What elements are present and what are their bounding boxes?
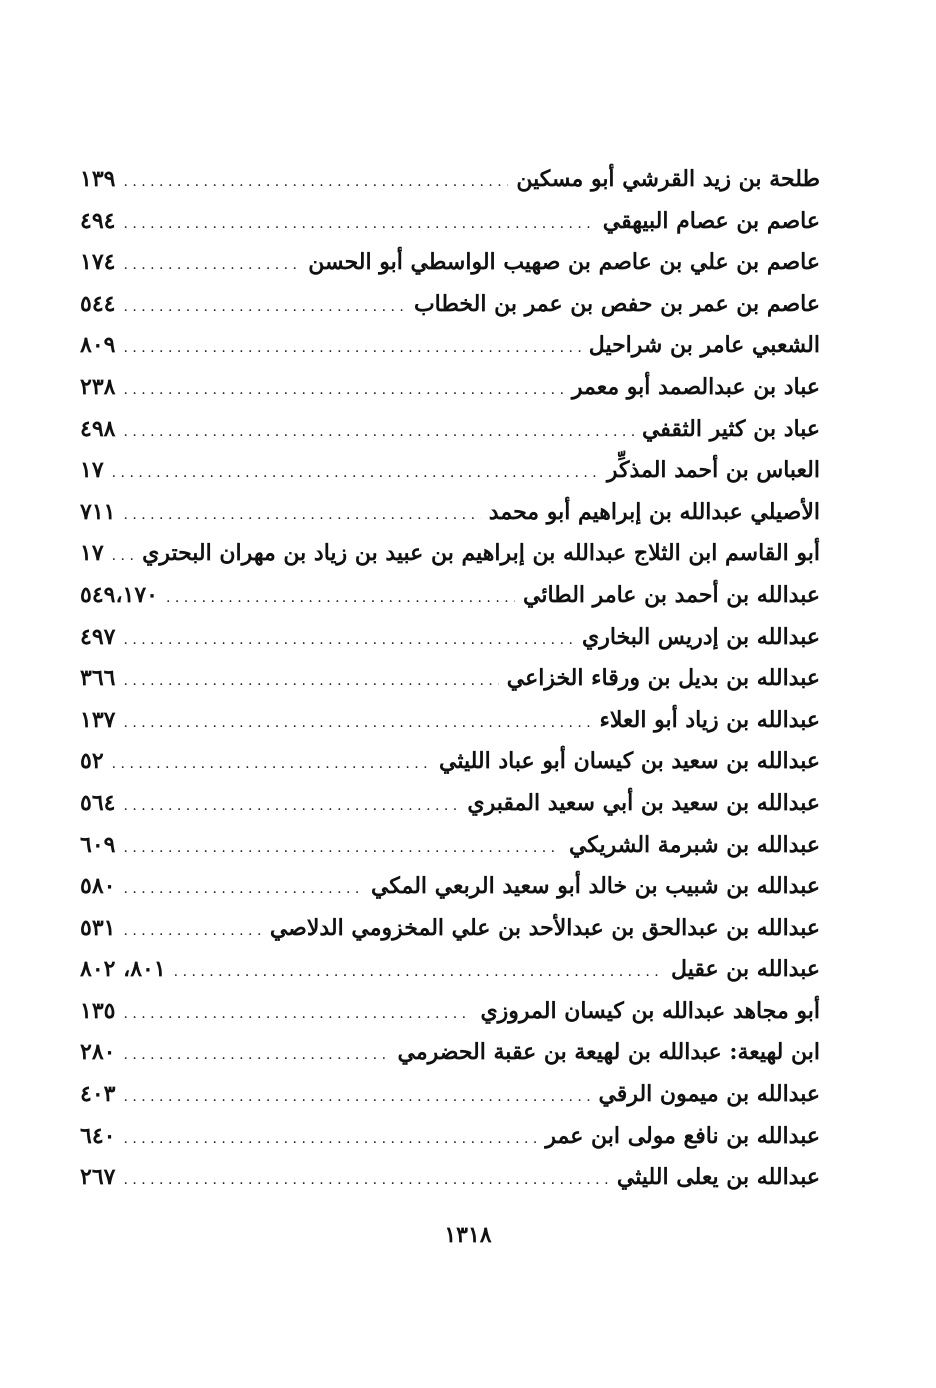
page-number: ١٣١٨: [444, 1222, 492, 1248]
index-entry: [80, 873, 820, 915]
entry-page-ref: ٤٩٧: [80, 623, 116, 650]
dot-leader: [123, 257, 300, 273]
index-entry: [80, 208, 820, 250]
dot-leader: [123, 840, 561, 856]
dot-leader: [123, 923, 261, 939]
index-entry: [80, 249, 820, 291]
entry-name: الشعبي عامر بن شراحيل: [588, 332, 820, 359]
entry-name: عبدالله بن سعيد بن كيسان أبو عباد الليثي: [439, 748, 820, 775]
entry-name: طلحة بن زيد القرشي أبو مسكين: [516, 166, 820, 192]
entry-page-ref: ١٣٧: [80, 706, 116, 733]
index-entry: [80, 332, 820, 374]
dot-leader: [123, 1047, 389, 1063]
entry-page-ref: ١٣٩: [80, 166, 116, 192]
entry-page-ref: ٥٣١: [80, 914, 116, 941]
index-entry: [80, 457, 820, 499]
dot-leader: [123, 715, 591, 731]
entry-name: عبدالله بن سعيد بن أبي سعيد المقبري: [467, 789, 820, 816]
entry-page-ref: ٦٤٠: [80, 1122, 116, 1149]
entry-page-ref: ٣٦٦: [80, 665, 116, 692]
entry-name: أبو مجاهد عبدالله بن كيسان المروزي: [480, 997, 820, 1024]
entry-page-ref: ٥٢: [80, 748, 104, 775]
index-entry: [80, 915, 820, 957]
entry-page-ref: ٧١١: [80, 498, 116, 525]
index-entry: [80, 748, 820, 790]
entry-name: أبو القاسم ابن الثلاج عبدالله بن إبراهيم بن عبيد بن زياد بن مهران البحتري: [142, 540, 820, 567]
index-entry: [80, 1081, 820, 1123]
entry-page-ref: ٨٠٩: [80, 332, 116, 359]
index-entry: [80, 582, 820, 624]
dot-leader: [112, 548, 134, 564]
entry-name: عبدالله بن يعلى الليثي: [616, 1164, 820, 1191]
entry-page-ref: ١٧: [80, 457, 104, 484]
entry-page-ref: ٥٤٩،١٧٠: [80, 581, 158, 608]
entry-page-ref: ١٧٤: [80, 249, 116, 276]
dot-leader: [123, 1089, 590, 1105]
entry-name: عبدالله بن شبرمة الشريكي: [568, 831, 820, 858]
entry-name: ابن لهيعة: عبدالله بن لهيعة بن عقبة الحضرمي: [397, 1039, 820, 1066]
entry-name: عبدالله بن عبدالحق بن عبدالأحد بن علي المخزومي الدلاصي: [269, 914, 820, 941]
entry-name: عبدالله بن شبيب بن خالد أبو سعيد الربعي المكي: [371, 873, 820, 900]
entry-name: عاصم بن عصام البيهقي: [602, 207, 820, 234]
index-entry: [80, 956, 820, 998]
entry-page-ref: ٢٨٠: [80, 1039, 116, 1066]
index-entry: [80, 998, 820, 1040]
dot-leader: [123, 632, 574, 648]
index-entry: [80, 1039, 820, 1081]
index-entry: [80, 1123, 820, 1165]
index-entry: [80, 416, 820, 458]
name-index-list: [80, 166, 820, 1206]
entry-name: عبدالله بن عقيل: [671, 956, 820, 983]
index-entry: [80, 832, 820, 874]
index-entry: [80, 374, 820, 416]
entry-name: عبدالله بن إدريس البخاري: [582, 623, 820, 650]
index-entry: [80, 291, 820, 333]
entry-name: الأصيلي عبدالله بن إبراهيم أبو محمد: [488, 498, 820, 525]
entry-name: عاصم بن علي بن عاصم بن صهيب الواسطي أبو الحسن: [308, 249, 820, 276]
entry-page-ref: ٤٠٣: [80, 1081, 116, 1108]
index-entry: [80, 499, 820, 541]
entry-page-ref: ٢٦٧: [80, 1164, 116, 1191]
entry-page-ref: ٥٤٤: [80, 290, 116, 317]
entry-name: عبدالله بن نافع مولى ابن عمر: [545, 1122, 820, 1149]
index-entry: [80, 707, 820, 749]
entry-page-ref: ٨٠١، ٨٠٢: [80, 956, 166, 983]
index-entry: [80, 665, 820, 707]
entry-page-ref: ٤٩٤: [80, 207, 116, 234]
dot-leader: [123, 299, 406, 315]
index-entry: [80, 166, 820, 208]
dot-leader: [123, 1006, 472, 1022]
entry-name: عباد بن عبدالصمد أبو معمر: [571, 373, 820, 400]
entry-page-ref: ٥٨٠: [80, 873, 116, 900]
entry-page-ref: ١٧: [80, 540, 104, 567]
entry-page-ref: ٢٣٨: [80, 373, 116, 400]
entry-name: العباس بن أحمد المذكِّر: [606, 457, 820, 484]
dot-leader: [123, 673, 498, 689]
dot-leader: [123, 382, 563, 398]
dot-leader: [123, 1172, 608, 1188]
index-entry: [80, 790, 820, 832]
dot-leader: [123, 174, 508, 190]
entry-page-ref: ٤٩٨: [80, 415, 116, 442]
index-entry: [80, 624, 820, 666]
dot-leader: [112, 465, 599, 481]
dot-leader: [123, 881, 363, 897]
dot-leader: [123, 1131, 537, 1147]
entry-page-ref: ٦٠٩: [80, 831, 116, 858]
entry-page-ref: ١٣٥: [80, 997, 116, 1024]
dot-leader: [123, 424, 633, 440]
index-entry: [80, 1164, 820, 1206]
entry-page-ref: ٥٦٤: [80, 789, 116, 816]
entry-name: عبدالله بن ميمون الرقي: [598, 1081, 820, 1108]
entry-name: عبدالله بن بديل بن ورقاء الخزاعي: [506, 665, 820, 692]
dot-leader: [123, 216, 594, 232]
dot-leader: [166, 590, 515, 606]
dot-leader: [123, 340, 580, 356]
entry-name: عاصم بن عمر بن حفص بن عمر بن الخطاب: [413, 290, 820, 317]
entry-name: عبدالله بن زياد أبو العلاء: [599, 706, 820, 733]
dot-leader: [123, 798, 459, 814]
dot-leader: [123, 507, 480, 523]
entry-name: عباد بن كثير الثقفي: [641, 415, 820, 442]
index-entry: [80, 540, 820, 582]
dot-leader: [112, 756, 431, 772]
entry-name: عبدالله بن أحمد بن عامر الطائي: [523, 581, 820, 608]
dot-leader: [174, 964, 663, 980]
